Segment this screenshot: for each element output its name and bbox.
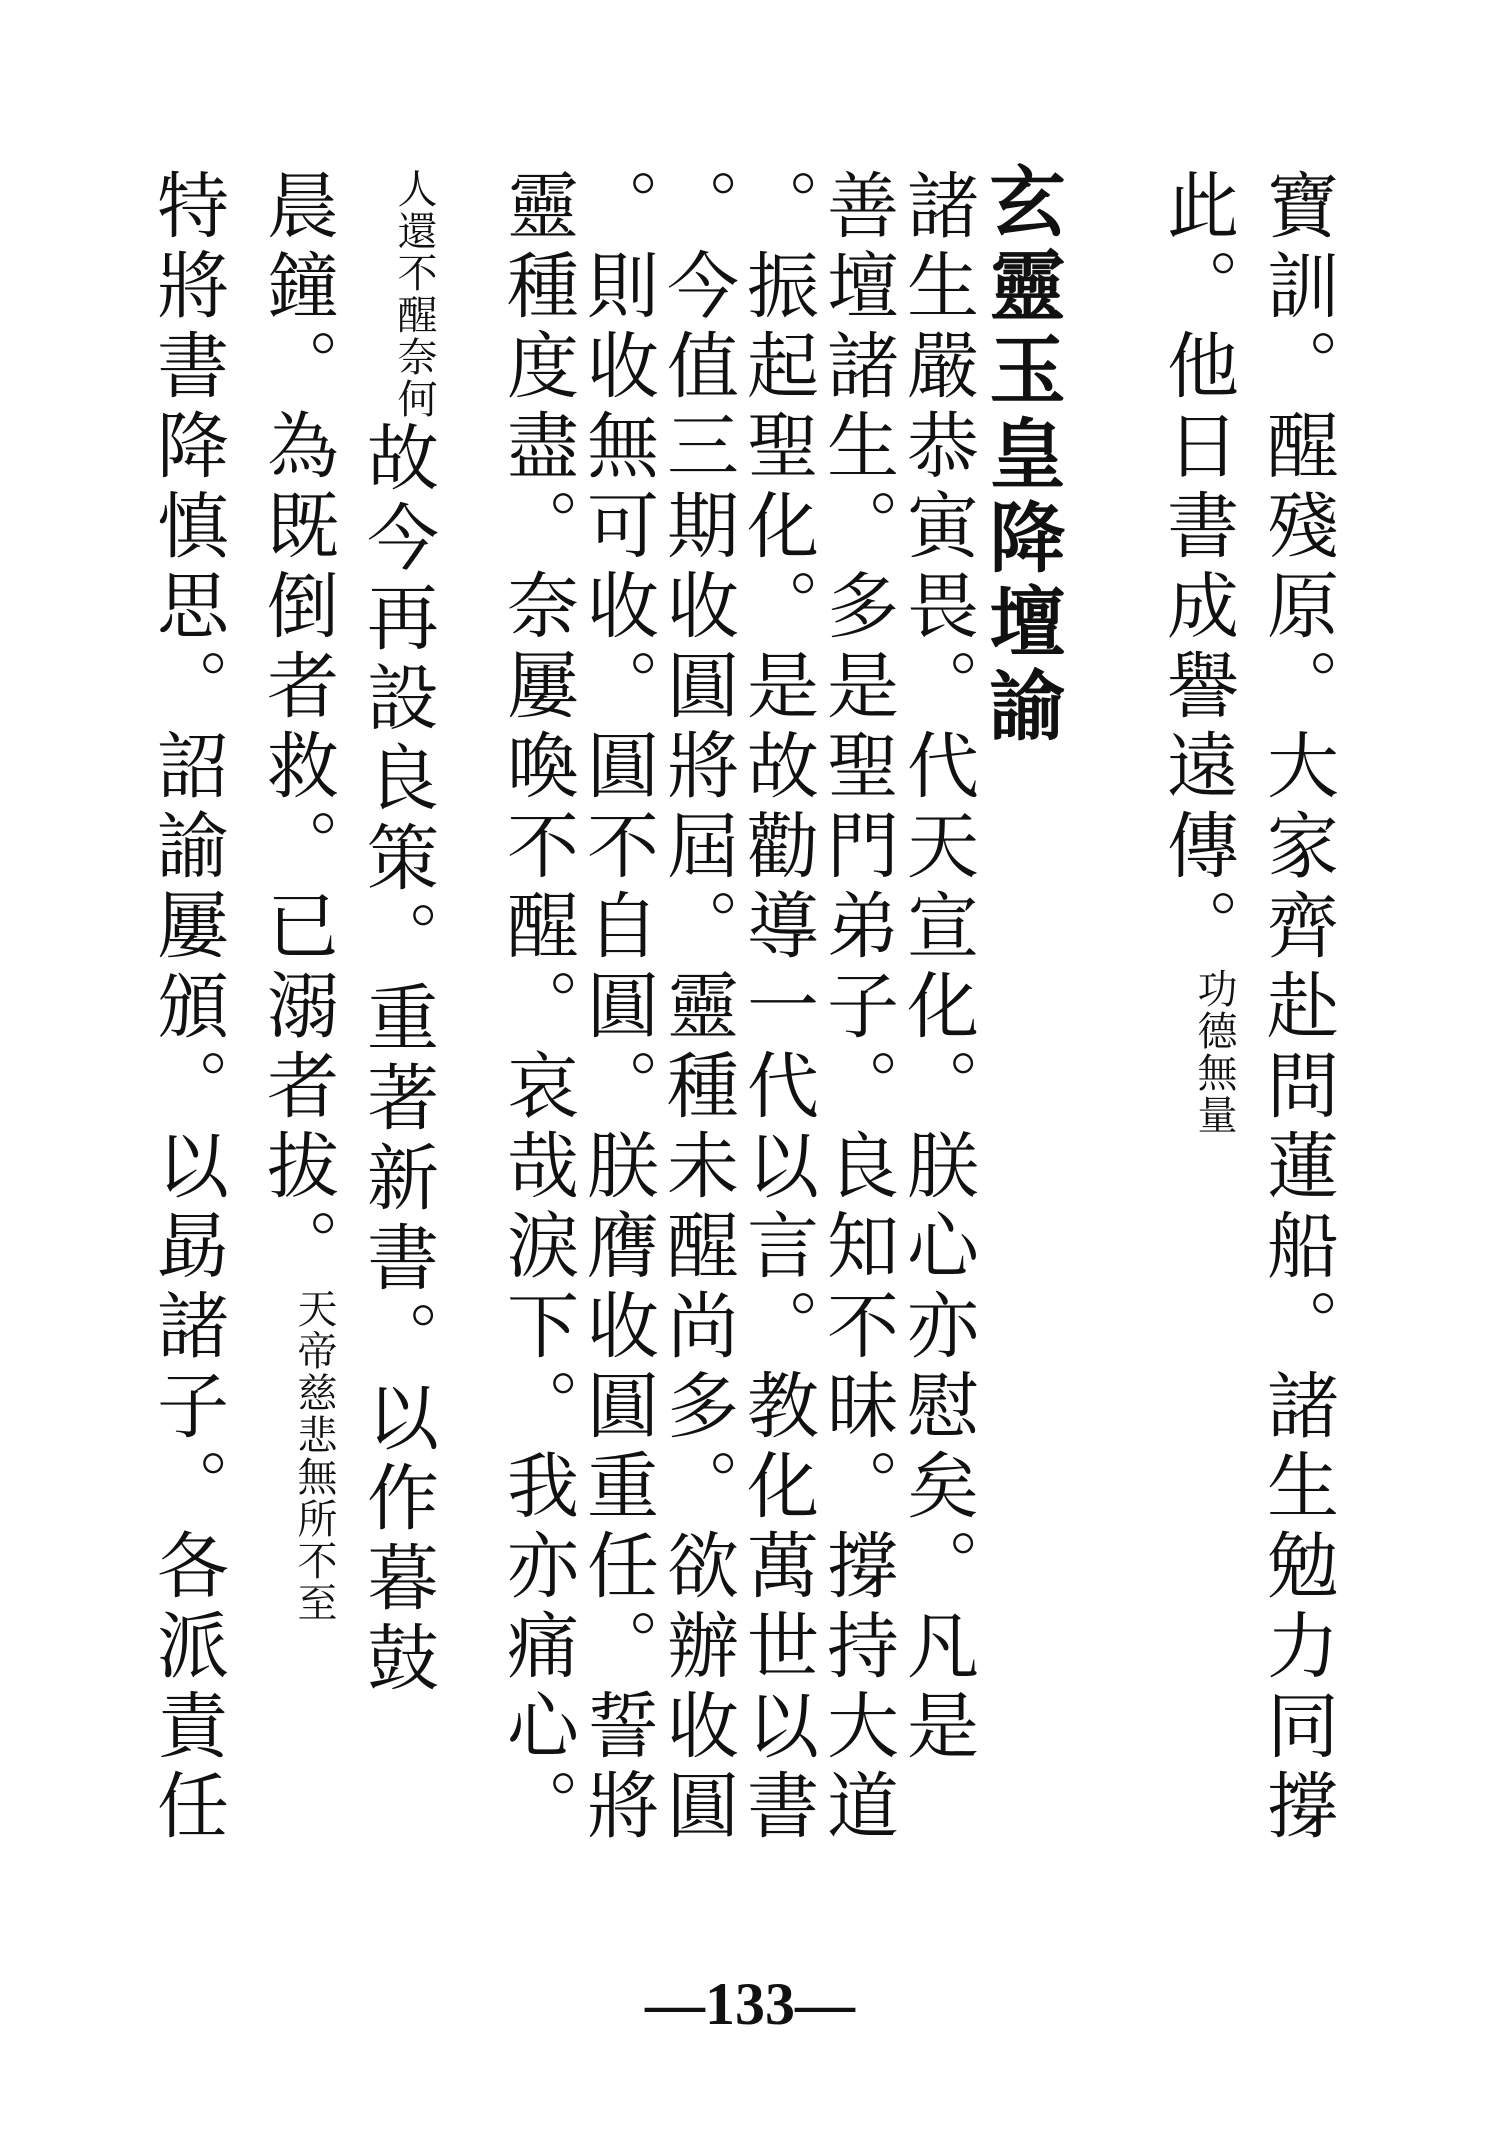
text-column-2 [1155,168,1239,1136]
annotation-note: 人還不醒奈何 [391,168,437,420]
column-text: 諸生嚴恭寅畏。代天宣化。朕心亦慰矣。凡是 [895,168,979,1768]
text-column-4 [895,168,979,1768]
column-text: 寶訓。醒殘原。大家齊赴問蓮船。諸生勉力同撐 [1255,168,1339,1848]
column-text: 。今值三期收圓將屆。靈種未醒尚多。欲辦收圓 [655,168,739,1848]
column-text: 此。他日書成譽遠傳。 [1155,168,1239,968]
section-title [977,162,1066,750]
text-column-9 [495,168,579,1848]
annotation-note: 天帝慈悲無所不至 [291,1288,337,1624]
column-text: 靈種度盡。奈屢喚不醒。哀哉淚下。我亦痛心。 [495,168,579,1848]
text-column-8 [575,168,659,1848]
text-column-12 [145,168,229,1848]
title-text: 玄靈玉皇降壇諭 [977,162,1066,750]
text-column-1 [1255,168,1339,1848]
text-column-6 [735,168,819,1848]
column-text: 善壇諸生。多是聖門弟子。良知不昧。撐持大道 [815,168,899,1848]
text-column-11 [255,168,339,1624]
text-column-7 [655,168,739,1848]
text-column-10 [355,168,439,1700]
column-text: 晨鐘。為既倒者救。已溺者拔。 [255,168,339,1288]
column-text: 故今再設良策。重著新書。以作暮鼓 [355,420,439,1700]
column-text: 。則收無可收。圓不自圓。朕膺收圓重任。誓將 [575,168,659,1848]
text-column-5 [815,168,899,1848]
annotation-note: 功德無量 [1191,968,1237,1136]
column-text: 特將書降慎思。詔諭屢頒。以勗諸子。各派責任 [145,168,229,1848]
page-number: —133— [645,1971,855,2037]
column-text: 。振起聖化。是故勸導一代以言。教化萬世以書 [735,168,819,1848]
